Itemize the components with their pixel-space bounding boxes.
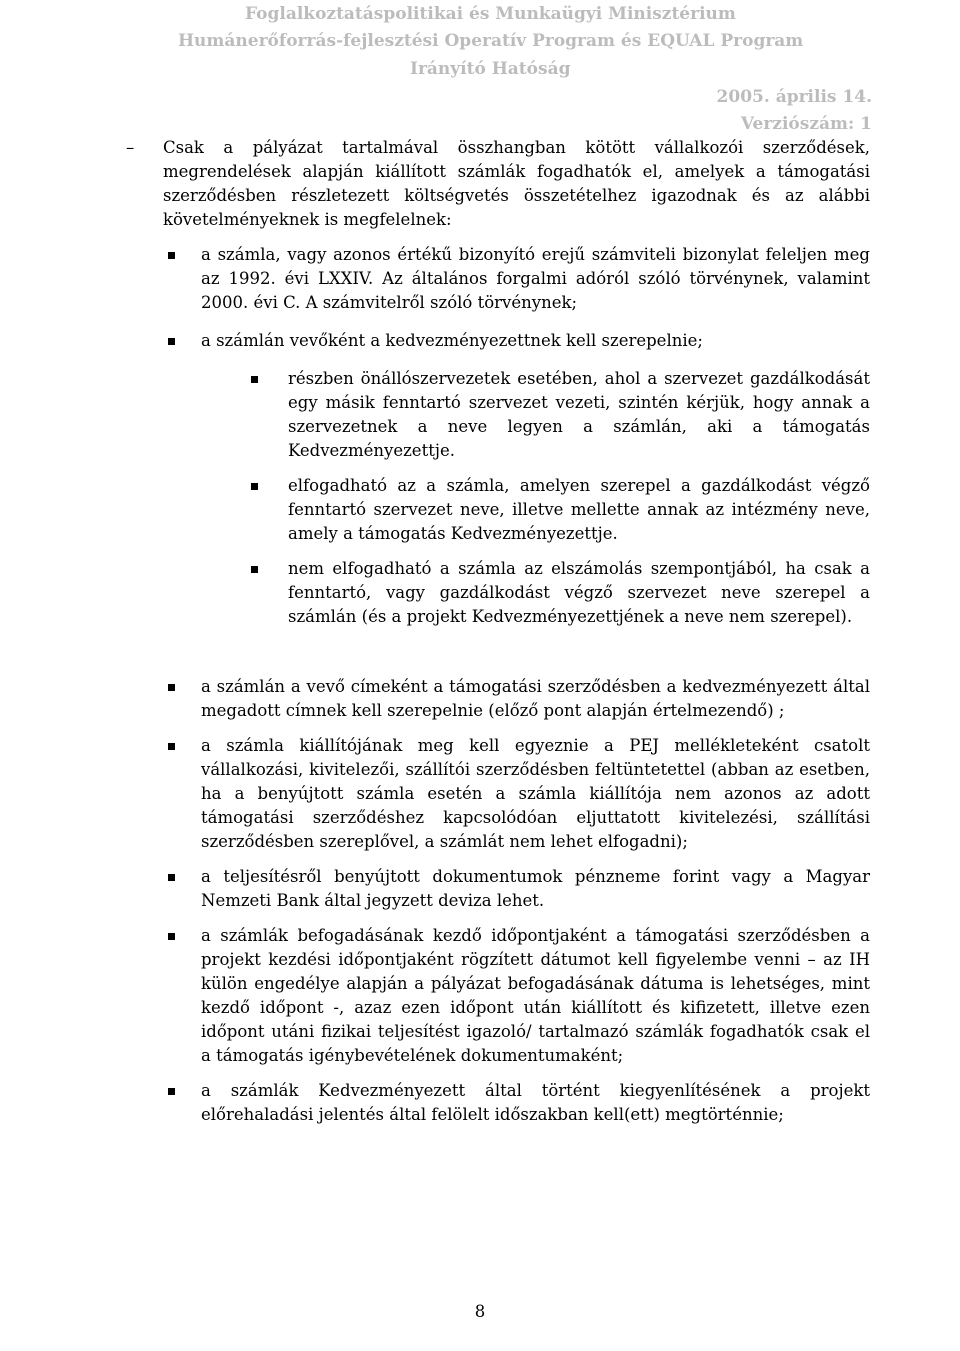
- square-bullet-icon: [168, 1079, 175, 1103]
- sub-bullet-text: elfogadható az a számla, amelyen szerepel a gazdálkodást végző fenntartó szervezet neve, illetve mellette annak az intézmény neve, amely a támogatás Kedvezményezettje.: [288, 476, 870, 543]
- bullet-item: [201, 1079, 870, 1127]
- bullet-text: a számlák befogadásának kezdő időpontjaként a támogatási szerződésben a projekt kezdési időpontjaként rögzített dátumot kell figyelembe venni – az IH külön engedélye alapján a pályázat befogadásának dátuma is lehetséges, mint kezdő időpont -, azaz ezen időpont után kiállított és kifizetett, illetve ezen időpont utáni fizikai teljesítést igazoló/ tartalmazó számlák fogadhatók csak el a támogatás igénybevételének dokumentumaként;: [201, 926, 870, 1065]
- square-bullet-icon: [168, 734, 175, 758]
- dash-list-item: [126, 136, 870, 232]
- header-program: Humánerőforrás-fejlesztési Operatív Program és EQUAL Program: [178, 31, 804, 51]
- square-bullet-icon: [168, 675, 175, 699]
- bullet-text: a számlán a vevő címeként a támogatási szerződésben a kedvezményezett által megadott címnek kell szerepelnie (előző pont alapján értelmezendő) ;: [201, 677, 870, 720]
- square-bullet-icon: [168, 243, 175, 267]
- square-bullet-icon: [168, 865, 175, 889]
- bullet-item: [201, 865, 870, 913]
- bullet-text: a teljesítésről benyújtott dokumentumok pénzneme forint vagy a Magyar Nemzeti Bank által jegyzett deviza lehet.: [201, 867, 870, 910]
- header-authority: Irányító Hatóság: [410, 59, 571, 79]
- page-number: 8: [474, 1302, 486, 1321]
- bullet-text: a számla kiállítójának meg kell egyeznie a PEJ mellékleteként csatolt vállalkozási, kivitelezői, szállítói szerződésben feltüntetettel (abban az esetben, ha a benyújtott számla esetén a számla kiállítója nem azonos az adott támogatási szerződéshez kapcsolódóan eljuttatott kivitelezési, szállítási szerződésben szereplővel, a számlát nem lehet elfogadni);: [201, 736, 870, 851]
- bullet-item: [201, 924, 870, 1068]
- sub-bullet-item: [288, 367, 870, 463]
- square-bullet-icon: [251, 367, 258, 391]
- sub-bullet-text: részben önállószervezetek esetében, ahol a szervezet gazdálkodását egy másik fenntartó szervezet vezeti, szintén kérjük, hogy annak a szervezetnek a neve legyen a számlán, aki a támogatás Kedvezményezettje.: [288, 369, 870, 460]
- dash-marker: –: [126, 138, 135, 157]
- bullet-text: a számlán vevőként a kedvezményezettnek kell szerepelnie;: [201, 331, 703, 350]
- header-version: Verziószám: 1: [740, 114, 872, 134]
- square-bullet-icon: [168, 329, 175, 353]
- sub-bullet-text: nem elfogadható a számla az elszámolás szempontjából, ha csak a fenntartó, vagy gazdálkodást végző szervezet neve szerepel a számlán (és a projekt Kedvezményezettjének a neve nem szerepel).: [288, 559, 870, 626]
- sub-bullet-item: [288, 557, 870, 629]
- square-bullet-icon: [251, 474, 258, 498]
- document-body: [126, 136, 870, 1127]
- bullet-item: [201, 675, 870, 723]
- sub-bullet-item: [288, 474, 870, 546]
- square-bullet-icon: [251, 557, 258, 581]
- bullet-item: [201, 243, 870, 315]
- header-ministry: Foglalkoztatáspolitikai és Munkaügyi Minisztérium: [245, 4, 736, 24]
- bullet-item: [201, 734, 870, 854]
- header-date: 2005. április 14.: [716, 87, 872, 107]
- dash-item-text: Csak a pályázat tartalmával összhangban kötött vállalkozói szerződések, megrendelések alapján kiállított számlák fogadhatók el, amelyek a támogatási szerződésben részletezett költségvetés összetételhez igazodnak és az alábbi követelményeknek is megfelelnek:: [163, 138, 870, 229]
- square-bullet-icon: [168, 924, 175, 948]
- bullet-item: [201, 329, 870, 353]
- bullet-text: a számla, vagy azonos értékű bizonyító erejű számviteli bizonylat feleljen meg az 1992. évi LXXIV. Az általános forgalmi adóról szóló törvénynek, valamint 2000. évi C. A számvitelről szóló törvénynek;: [201, 245, 870, 312]
- bullet-text: a számlák Kedvezményezett által történt kiegyenlítésének a projekt előrehaladási jelentés által felölelt időszakban kell(ett) megtörténnie;: [201, 1081, 870, 1124]
